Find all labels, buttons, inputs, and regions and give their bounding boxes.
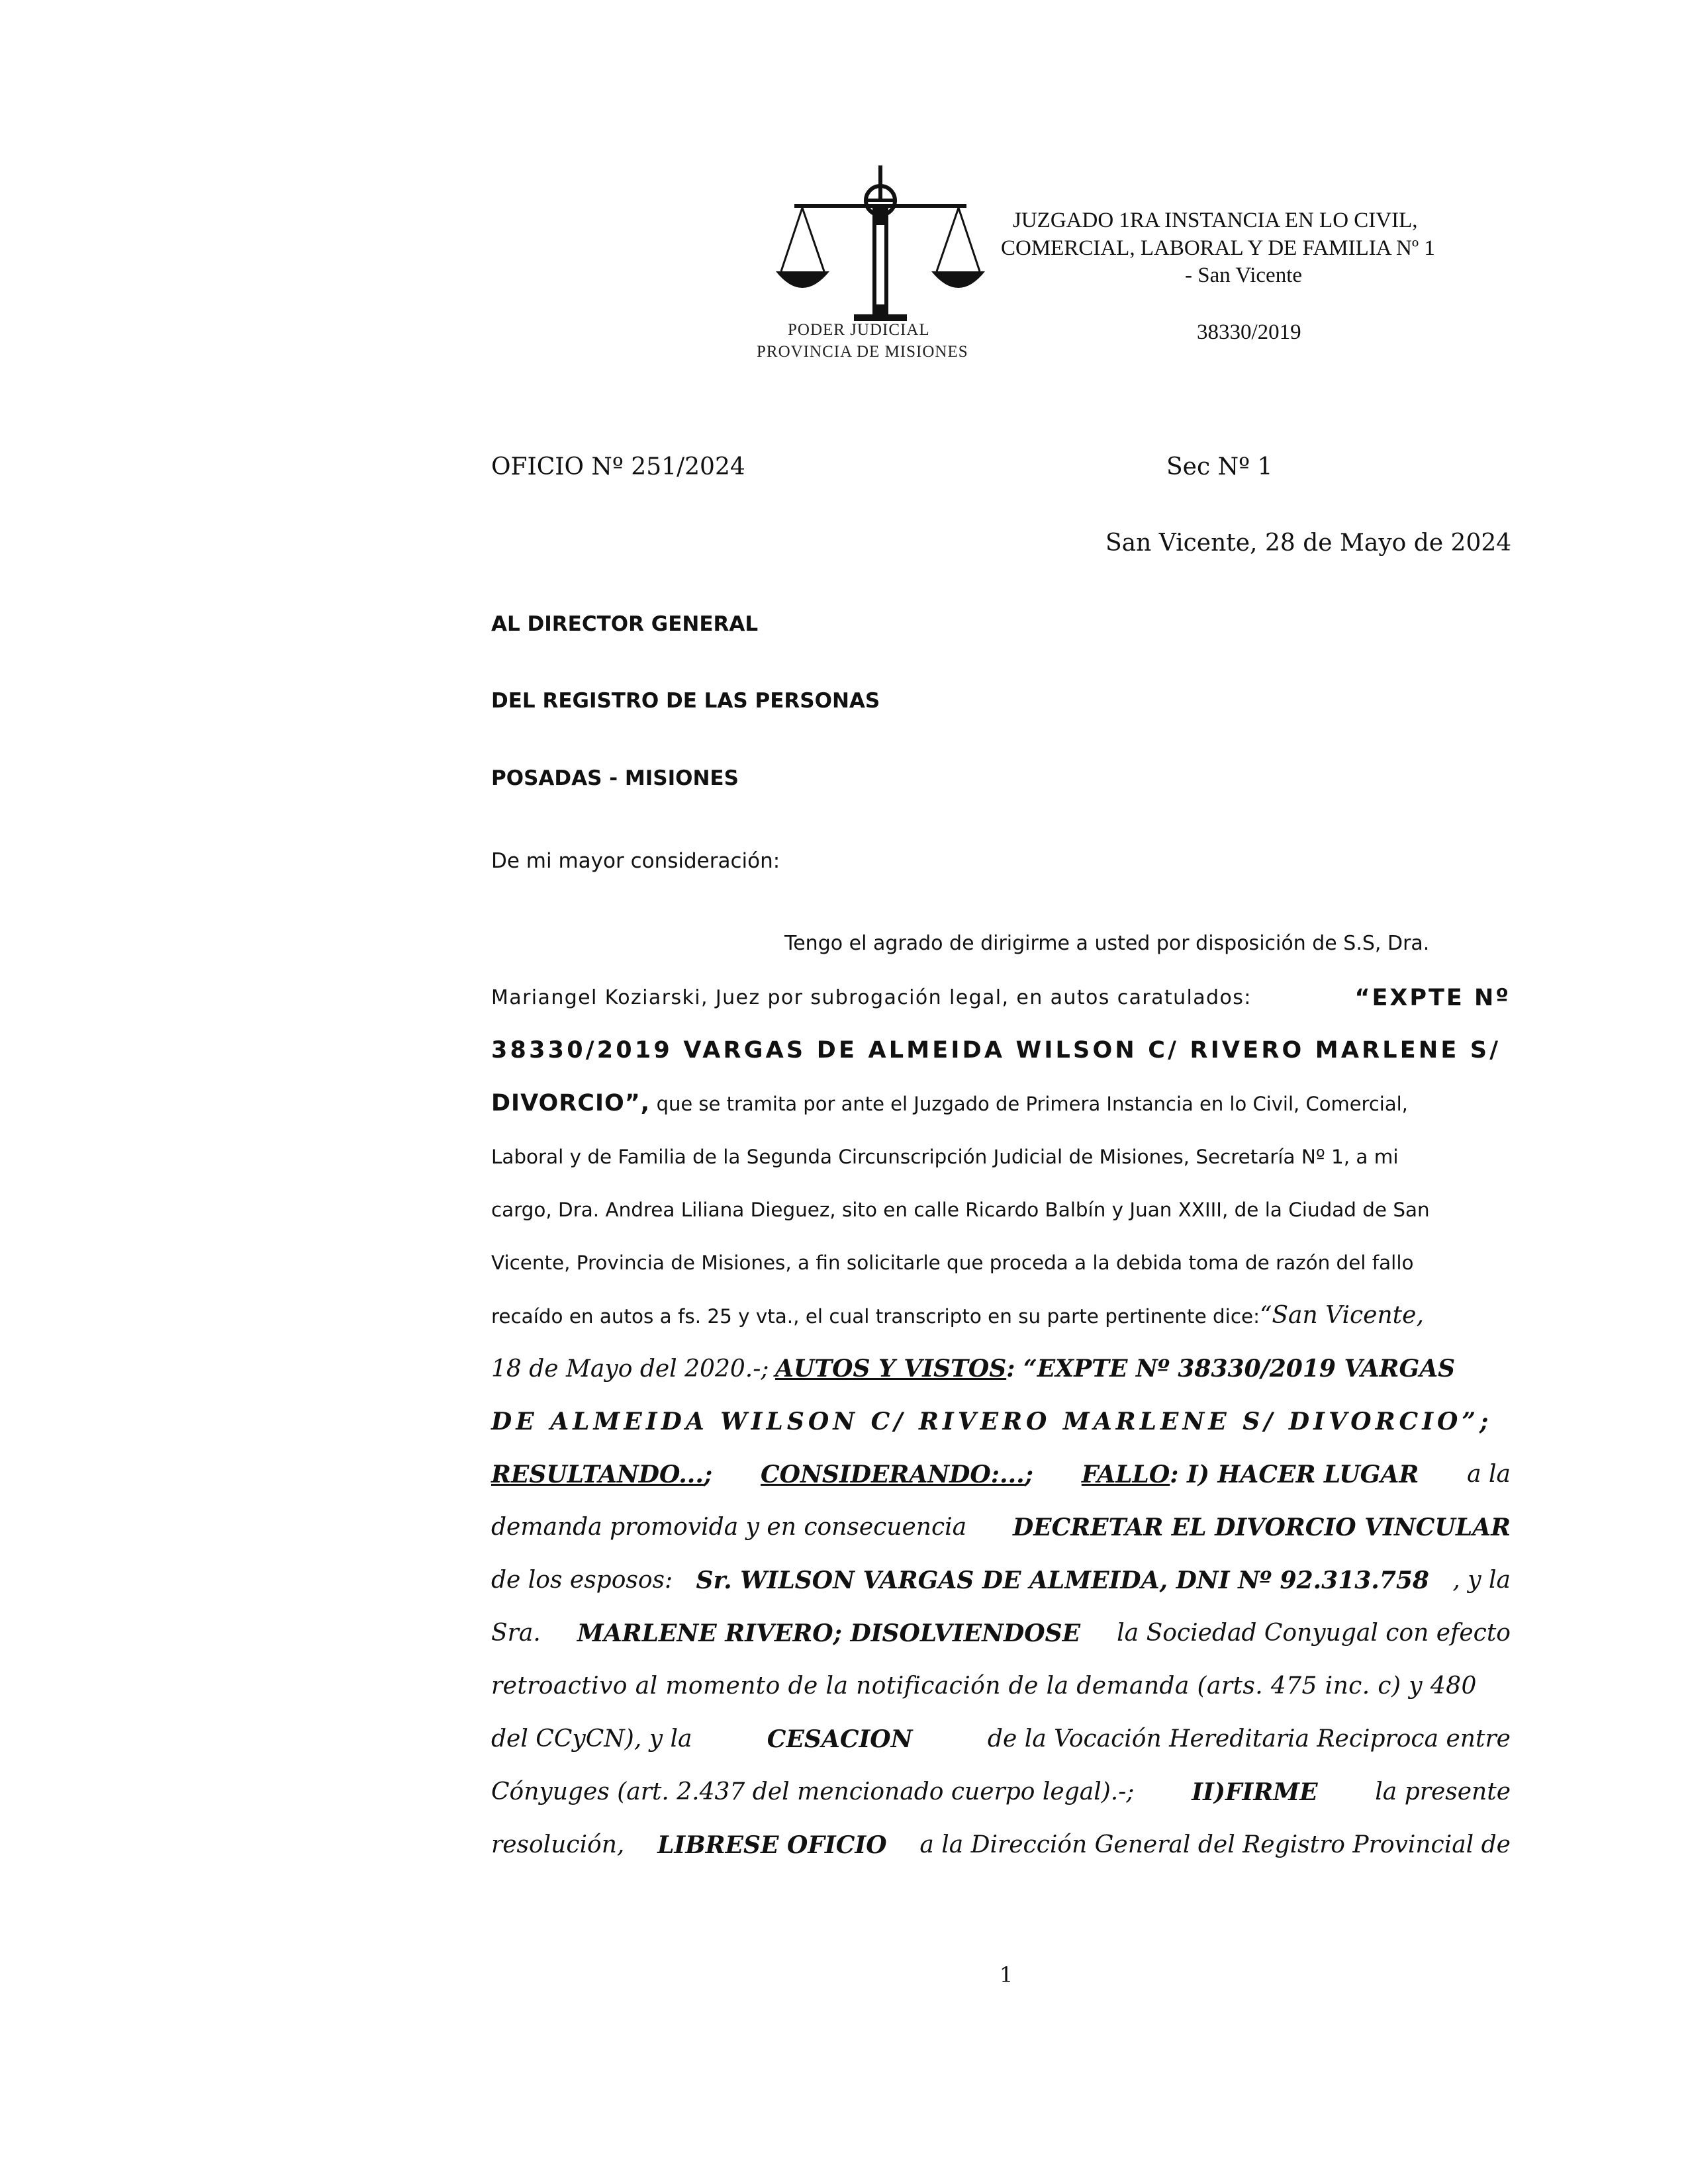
resultando: RESULTANDO...	[491, 1461, 704, 1488]
body-line-4	[491, 1090, 1511, 1118]
body-line-7	[491, 1250, 1511, 1277]
quoted-case-title-end: DE ALMEIDA WILSON C/ RIVERO MARLENE S/ DIVORCIO”;	[491, 1408, 1493, 1435]
autos-y-vistos: AUTOS Y VISTOS	[775, 1355, 1007, 1383]
body-line-6-text: cargo, Dra. Andrea Liliana Dieguez, sito en calle Ricardo Balbín y Juan XXIII, de la Ciudad de San	[491, 1199, 1430, 1221]
body-line-18	[491, 1832, 1511, 1858]
body-line-13-text: de los esposos:	[491, 1567, 673, 1594]
page-number: 1	[999, 1962, 1013, 1987]
header-case-number: 38330/2019	[1197, 320, 1301, 344]
firme: II)FIRME	[1192, 1778, 1318, 1806]
body-line-18-end: a la Dirección General del Registro Provincial de	[919, 1831, 1511, 1858]
body-line-12-text: demanda promovida y en consecuencia	[491, 1514, 967, 1541]
addressee-line1: AL DIRECTOR GENERAL	[491, 612, 759, 636]
body-line-2	[491, 985, 1511, 1011]
body-line-11	[491, 1461, 1511, 1490]
quoted-case-title-start: : “EXPTE Nº 38330/2019 VARGAS	[1006, 1355, 1456, 1383]
body-line-5-text: Laboral y de Familia de la Segunda Circunscripción Judicial de Misiones, Secretaría Nº 1, a mi	[491, 1146, 1399, 1168]
quote-start: “San Vicente,	[1259, 1302, 1424, 1329]
body-line-5	[491, 1144, 1511, 1171]
body-line-18-text: resolución,	[491, 1831, 625, 1858]
body-line-14-text: Sra.	[491, 1619, 541, 1647]
body-line-15	[491, 1673, 1511, 1701]
addressee-line2: DEL REGISTRO DE LAS PERSONAS	[491, 689, 880, 713]
librese-oficio: LIBRESE OFICIO	[657, 1831, 887, 1859]
decretar-divorcio: DECRETAR EL DIVORCIO VINCULAR	[1012, 1514, 1511, 1541]
spouse-1: Sr. WILSON VARGAS DE ALMEIDA, DNI Nº 92.313.758	[696, 1567, 1429, 1594]
case-title-start: “EXPTE Nº	[1354, 985, 1511, 1011]
body-line-16-text: del CCyCN), y la	[491, 1725, 692, 1752]
oficio-number: OFICIO Nº 251/2024	[491, 453, 745, 480]
body-line-2-text: Mariangel Koziarski, Juez por subrogación legal, en autos caratulados:	[491, 986, 1252, 1009]
body-line-8-text: recaído en autos a fs. 25 y vta., el cual transcripto en su parte pertinente dice:	[491, 1305, 1260, 1328]
body-line-11-left	[491, 1461, 712, 1490]
body-line-15-text: retroactivo al momento de la notificación de la demanda (arts. 475 inc. c) y 480	[491, 1672, 1477, 1700]
body-line-11-fallo	[1082, 1461, 1419, 1490]
hacer-lugar: : I) HACER LUGAR	[1170, 1461, 1419, 1488]
body-line-1: Tengo el agrado de dirigirme a usted por disposición de S.S, Dra.	[784, 932, 1430, 955]
body-line-17-end: la presente	[1375, 1778, 1511, 1805]
considerando: CONSIDERANDO:...	[761, 1461, 1025, 1488]
body-line-9	[491, 1355, 1511, 1384]
body-line-3	[491, 1037, 1511, 1065]
secretaria-number: Sec Nº 1	[1166, 453, 1273, 480]
spouse-2: MARLENE RIVERO; DISOLVIENDOSE	[577, 1619, 1081, 1647]
body-line-8	[491, 1302, 1511, 1330]
seal-caption-line1: PODER JUDICIAL	[788, 321, 930, 339]
separator: ;	[703, 1461, 713, 1488]
body-line-17	[491, 1779, 1511, 1805]
body-line-7-text: Vicente, Provincia de Misiones, a fin solicitarle que proceda a la debida toma de razón del fallo	[491, 1251, 1414, 1274]
place-and-date: San Vicente, 28 de Mayo de 2024	[1105, 529, 1512, 557]
case-title-end: DIVORCIO”,	[491, 1090, 651, 1116]
body-line-17-text: Cónyuges (art. 2.437 del mencionado cuerpo legal).-;	[491, 1778, 1135, 1805]
court-name-line1: JUZGADO 1RA INSTANCIA EN LO CIVIL,	[1013, 208, 1418, 232]
body-line-14-end: la Sociedad Conyugal con efecto	[1117, 1619, 1511, 1647]
cesacion: CESACION	[767, 1725, 913, 1753]
addressee-line3: POSADAS - MISIONES	[491, 766, 739, 790]
body-line-13-end: , y la	[1452, 1567, 1511, 1594]
resolution-date: 18 de Mayo del 2020.-;	[491, 1355, 769, 1383]
greeting: De mi mayor consideración:	[491, 849, 780, 873]
court-location: - San Vicente	[1185, 263, 1303, 287]
body-line-4-text: que se tramita por ante el Juzgado de Primera Instancia en lo Civil, Comercial,	[656, 1093, 1408, 1115]
body-line-12	[491, 1514, 1511, 1541]
body-line-11-end: a la	[1467, 1461, 1511, 1488]
body-line-13	[491, 1567, 1511, 1594]
body-line-16	[491, 1726, 1511, 1752]
seal-caption-line2: PROVINCIA DE MISIONES	[757, 343, 968, 361]
body-line-10	[491, 1408, 1511, 1437]
court-name-line2: COMERCIAL, LABORAL Y DE FAMILIA Nº 1	[1001, 236, 1435, 260]
fallo: FALLO	[1081, 1461, 1170, 1488]
case-title-middle: 38330/2019 VARGAS DE ALMEIDA WILSON C/ RIVERO MARLENE S/	[491, 1037, 1501, 1064]
separator: ;	[1024, 1461, 1033, 1488]
body-line-14	[491, 1620, 1511, 1647]
body-line-11-mid	[761, 1461, 1033, 1490]
body-line-16-end: de la Vocación Hereditaria Reciproca entre	[987, 1725, 1511, 1752]
body-line-6	[491, 1197, 1511, 1224]
